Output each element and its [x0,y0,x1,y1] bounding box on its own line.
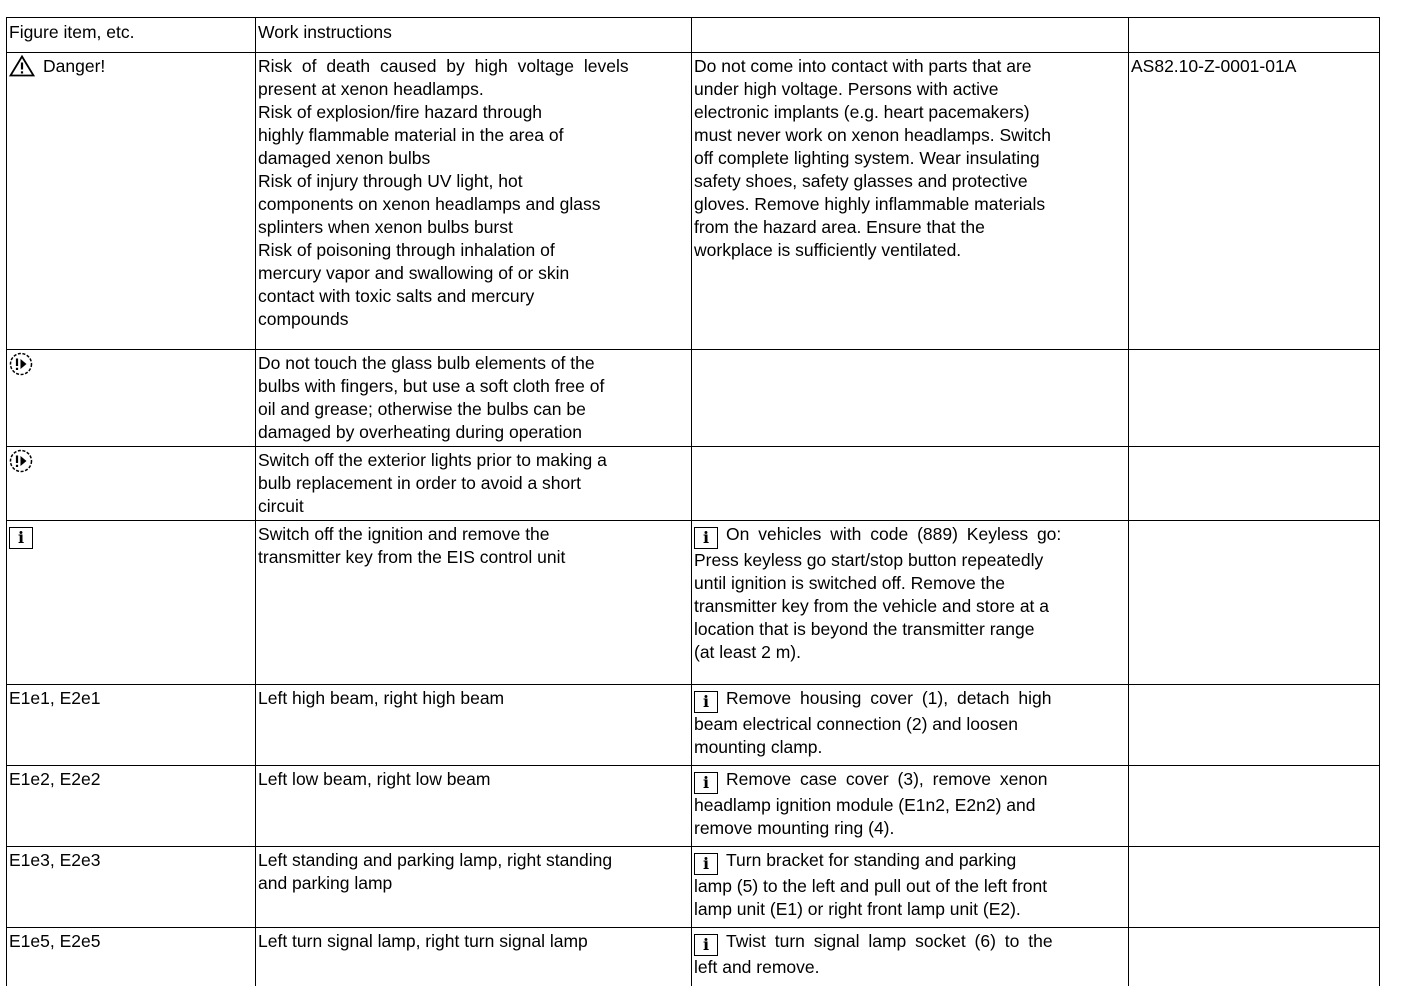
note-line: Do not touch the glass bulb elements of the [258,353,595,373]
instruction-text [256,766,692,847]
risk-line: components on xenon headlamps and glass [258,194,601,214]
remark-text [692,766,1129,847]
remark-line: Twist turn signal lamp socket (6) to the [726,931,1053,951]
figure-item: E1e2, E2e2 [7,766,256,847]
empty-cell [1129,350,1380,447]
info-icon: i [694,934,718,956]
instruction-text [256,685,692,766]
figure-item: E1e1, E2e1 [7,685,256,766]
remark-line: lamp unit (E1) or right front lamp unit (E2). [694,899,1021,919]
empty-cell [1129,766,1380,847]
risk-line: compounds [258,309,349,329]
measure-line: electronic implants (e.g. heart pacemakers) [694,102,1030,122]
remark-line: Turn bracket for standing and parking [726,850,1017,870]
instruction-line: Left turn signal lamp, right turn signal lamp [258,931,588,951]
measure-line: off complete lighting system. Wear insulating [694,148,1040,168]
work-instructions-table [6,17,1380,986]
empty-cell [1129,447,1380,521]
danger-label: Danger! [43,56,106,76]
risk-line: Risk of explosion/fire hazard through [258,102,543,122]
measure-line: safety shoes, safety glasses and protective [694,171,1028,191]
note-line: bulb replacement in order to avoid a short [258,473,581,493]
danger-cell [7,53,256,350]
info-icon: i [694,853,718,875]
remark-text [692,928,1129,987]
header-work-instructions: Work instructions [256,18,692,53]
note-text [256,447,692,521]
risk-line: highly flammable material in the area of [258,125,564,145]
note-row [7,350,1380,447]
measure-line: must never work on xenon headlamps. Switch [694,125,1051,145]
note-icon [9,352,33,376]
danger-reference: AS82.10-Z-0001-01A [1129,53,1380,350]
risk-line: contact with toxic salts and mercury [258,286,535,306]
remark-line: Remove case cover (3), remove xenon [726,769,1048,789]
instruction-text [256,928,692,987]
note-icon-cell [7,350,256,447]
note-icon [9,449,33,473]
empty-cell [1129,521,1380,685]
remark-line: location that is beyond the transmitter range [694,619,1035,639]
remark-line: mounting clamp. [694,737,823,757]
info-remark [692,521,1129,685]
instruction-line: transmitter key from the EIS control unit [258,547,566,567]
risk-line: Risk of death caused by high voltage levels [258,56,629,76]
table-row [7,928,1380,987]
remark-line: headlamp ignition module (E1n2, E2n2) and [694,795,1036,815]
risk-line: Risk of injury through UV light, hot [258,171,523,191]
measure-line: Do not come into contact with parts that are [694,56,1032,76]
danger-measures [692,53,1129,350]
note-line: Switch off the exterior lights prior to making a [258,450,607,470]
instruction-line: Left standing and parking lamp, right standing [258,850,613,870]
remark-line: transmitter key from the vehicle and store at a [694,596,1050,616]
risk-line: mercury vapor and swallowing of or skin [258,263,570,283]
remark-text [692,847,1129,928]
risk-line: Risk of poisoning through inhalation of [258,240,555,260]
note-line: damaged by overheating during operation [258,422,582,442]
remark-line: (at least 2 m). [694,642,801,662]
note-line: circuit [258,496,304,516]
info-icon: i [694,691,718,713]
remark-line: On vehicles with code (889) Keyless go: [726,524,1062,544]
info-icon: i [694,772,718,794]
header-figure-item: Figure item, etc. [7,18,256,53]
info-icon-cell [7,521,256,685]
note-icon-cell [7,447,256,521]
empty-cell [692,350,1129,447]
note-line: bulbs with fingers, but use a soft cloth free of [258,376,605,396]
instruction-line: Left low beam, right low beam [258,769,491,789]
empty-cell [692,447,1129,521]
remark-line: lamp (5) to the left and pull out of the left front [694,876,1048,896]
empty-cell [1129,685,1380,766]
measure-line: gloves. Remove highly inflammable materials [694,194,1046,214]
note-text [256,350,692,447]
figure-item: E1e3, E2e3 [7,847,256,928]
info-icon: i [694,527,718,549]
header-col4 [1129,18,1380,53]
header-col3 [692,18,1129,53]
measure-line: workplace is sufficiently ventilated. [694,240,962,260]
warning-triangle-icon [9,55,35,77]
danger-row [7,53,1380,350]
info-row [7,521,1380,685]
note-line: oil and grease; otherwise the bulbs can be [258,399,586,419]
remark-line: until ignition is switched off. Remove the [694,573,1005,593]
danger-risks [256,53,692,350]
instruction-line: Left high beam, right high beam [258,688,505,708]
remark-line: remove mounting ring (4). [694,818,895,838]
note-row [7,447,1380,521]
empty-cell [1129,928,1380,987]
header-row [7,18,1380,53]
remark-text [692,685,1129,766]
instruction-line: Switch off the ignition and remove the [258,524,550,544]
instruction-line: and parking lamp [258,873,393,893]
remark-line: beam electrical connection (2) and loosen [694,714,1018,734]
table-row [7,766,1380,847]
risk-line: splinters when xenon bulbs burst [258,217,513,237]
info-icon: i [9,527,33,549]
table-row [7,685,1380,766]
remark-line: left and remove. [694,957,820,977]
measure-line: from the hazard area. Ensure that the [694,217,985,237]
measure-line: under high voltage. Persons with active [694,79,999,99]
remark-line: Press keyless go start/stop button repeatedly [694,550,1044,570]
remark-line: Remove housing cover (1), detach high [726,688,1052,708]
risk-line: present at xenon headlamps. [258,79,484,99]
figure-item: E1e5, E2e5 [7,928,256,987]
info-instruction [256,521,692,685]
instruction-text [256,847,692,928]
risk-line: damaged xenon bulbs [258,148,431,168]
empty-cell [1129,847,1380,928]
table-row [7,847,1380,928]
